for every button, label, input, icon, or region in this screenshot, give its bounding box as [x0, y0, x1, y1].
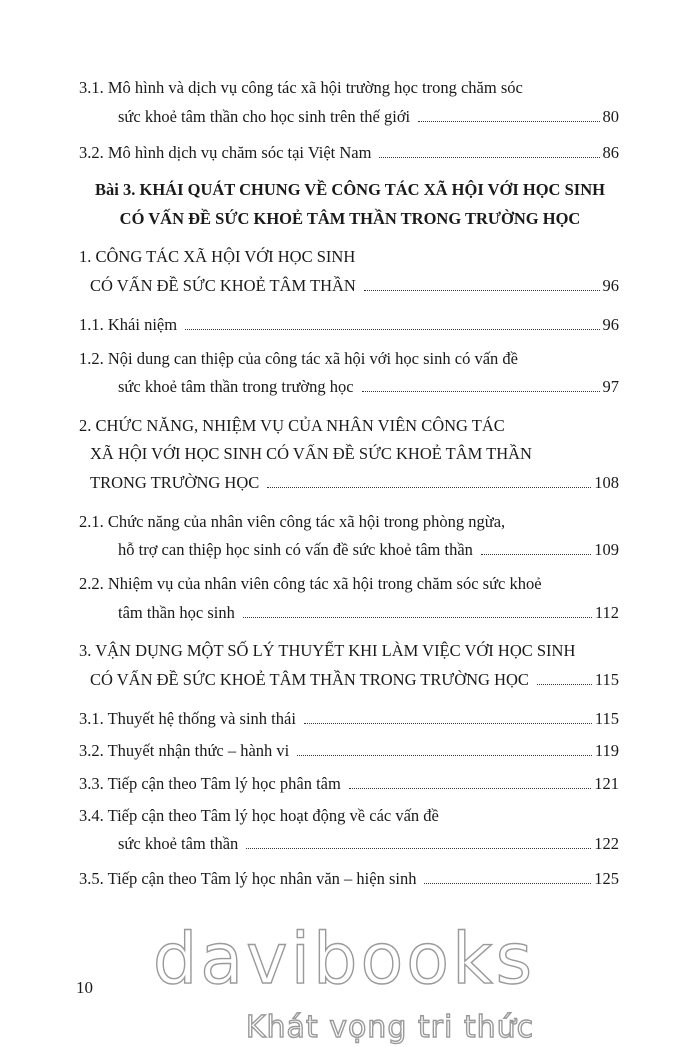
toc-entry-text: 2.1. Chức năng của nhân viên công tác xã hội trong phòng ngừa, — [79, 512, 506, 531]
toc-entry-3-4[interactable] — [118, 834, 619, 854]
chapter-heading-line2: CÓ VẤN ĐỀ SỨC KHOẺ TÂM THẦN TRONG TRƯỜNG HỌC — [119, 209, 581, 228]
toc-section-2[interactable] — [90, 473, 619, 493]
toc-entry-text: 3.2. Mô hình dịch vụ chăm sóc tại Việt Nam — [79, 143, 372, 162]
leader-dots — [246, 836, 591, 849]
toc-entry-2-2-line1 — [79, 574, 619, 594]
toc-entry-2-1[interactable] — [118, 540, 619, 560]
toc-page-number: 108 — [594, 473, 619, 492]
toc-entry-text: TRONG TRƯỜNG HỌC — [90, 473, 260, 492]
leader-dots — [267, 475, 591, 488]
toc-entry-text: 3.1. Thuyết hệ thống và sinh thái — [79, 709, 296, 728]
leader-dots — [304, 711, 592, 724]
page-number: 10 — [76, 978, 93, 997]
leader-dots — [418, 109, 599, 122]
leader-dots — [362, 379, 600, 392]
toc-page-number: 121 — [594, 774, 619, 793]
toc-section-3[interactable] — [90, 670, 619, 690]
toc-entry-1-2-line1 — [79, 349, 619, 369]
toc-page-number: 115 — [594, 670, 619, 689]
toc-page-number: 96 — [602, 276, 619, 295]
toc-page-number: 80 — [602, 107, 619, 126]
leader-dots — [364, 278, 600, 291]
toc-entry-3-1[interactable] — [118, 107, 619, 127]
toc-entry-text: 3.4. Tiếp cận theo Tâm lý học hoạt động về các vấn đề — [79, 806, 439, 825]
toc-entry-3-3[interactable] — [79, 774, 619, 794]
toc-entry-text: 2. CHỨC NĂNG, NHIỆM VỤ CỦA NHÂN VIÊN CÔNG TÁC — [79, 416, 505, 435]
toc-entry-3-4-line1 — [79, 806, 619, 826]
toc-entry-text: sức khoẻ tâm thần cho học sinh trên thế giới — [118, 107, 411, 126]
toc-entry-text: 1. CÔNG TÁC XÃ HỘI VỚI HỌC SINH — [79, 247, 356, 266]
toc-entry-3-2-theory[interactable] — [79, 741, 619, 761]
leader-dots — [537, 672, 592, 685]
leader-dots — [185, 317, 599, 330]
toc-page-number: 119 — [594, 741, 619, 760]
toc-entry-text: hỗ trợ can thiệp học sinh có vấn đề sức khoẻ tâm thần — [118, 540, 473, 559]
toc-entry-text: 1.2. Nội dung can thiệp của công tác xã hội với học sinh có vấn đề — [79, 349, 518, 368]
toc-entry-text: 3.2. Thuyết nhận thức – hành vi — [79, 741, 290, 760]
toc-entry-1-1[interactable] — [79, 315, 619, 335]
toc-page-number: 112 — [594, 603, 619, 622]
toc-page-number: 96 — [602, 315, 619, 334]
toc-page-number: 122 — [594, 834, 619, 853]
toc-entry-1-2[interactable] — [118, 377, 619, 397]
toc-entry-text: sức khoẻ tâm thần trong trường học — [118, 377, 354, 396]
toc-entry-3-2[interactable] — [79, 143, 619, 163]
toc-page-number: 86 — [602, 143, 619, 162]
toc-section-1-line1 — [79, 247, 619, 267]
toc-page-number: 109 — [594, 540, 619, 559]
toc-section-2-line1 — [79, 416, 619, 436]
toc-entry-3-1-theory[interactable] — [79, 709, 619, 729]
toc-entry-text: 1.1. Khái niệm — [79, 315, 178, 334]
watermark-brand: davibooks — [152, 918, 536, 1000]
toc-entry-2-1-line1 — [79, 512, 619, 532]
toc-entry-2-2[interactable] — [118, 603, 619, 623]
toc-entry-text: CÓ VẤN ĐỀ SỨC KHOẺ TÂM THẦN TRONG TRƯỜNG HỌC — [90, 670, 529, 689]
toc-entry-text: 3.1. Mô hình và dịch vụ công tác xã hội trường học trong chăm sóc — [79, 78, 523, 97]
leader-dots — [349, 776, 591, 789]
leader-dots — [424, 871, 591, 884]
toc-page-number: 125 — [594, 869, 619, 888]
toc-entry-text: CÓ VẤN ĐỀ SỨC KHOẺ TÂM THẦN — [90, 276, 356, 295]
watermark-slogan: Khát vọng tri thức — [245, 1010, 535, 1045]
toc-section-3-line1 — [79, 641, 619, 661]
toc-entry-text: XÃ HỘI VỚI HỌC SINH CÓ VẤN ĐỀ SỨC KHOẺ TÂM THẦN — [90, 444, 532, 463]
toc-entry-text: tâm thần học sinh — [118, 603, 235, 622]
toc-entry-text: 3.3. Tiếp cận theo Tâm lý học phân tâm — [79, 774, 341, 793]
toc-page-number: 115 — [594, 709, 619, 728]
toc-page-number: 97 — [602, 377, 619, 396]
leader-dots — [379, 145, 599, 158]
chapter-heading-line1: Bài 3. KHÁI QUÁT CHUNG VỀ CÔNG TÁC XÃ HỘI VỚI HỌC SINH — [95, 180, 605, 199]
leader-dots — [481, 542, 591, 555]
toc-entry-text: sức khoẻ tâm thần — [118, 834, 239, 853]
toc-entry-text: 3. VẬN DỤNG MỘT SỐ LÝ THUYẾT KHI LÀM VIỆC VỚI HỌC SINH — [79, 641, 576, 660]
toc-entry-text: 3.5. Tiếp cận theo Tâm lý học nhân văn – hiện sinh — [79, 869, 417, 888]
leader-dots — [243, 605, 592, 618]
toc-entry-3-1-line1 — [79, 78, 619, 98]
toc-entry-3-5[interactable] — [79, 869, 619, 889]
toc-section-2-line2 — [90, 444, 619, 464]
leader-dots — [297, 743, 592, 756]
toc-section-1[interactable] — [90, 276, 619, 296]
toc-entry-text: 2.2. Nhiệm vụ của nhân viên công tác xã hội trong chăm sóc sức khoẻ — [79, 574, 542, 593]
